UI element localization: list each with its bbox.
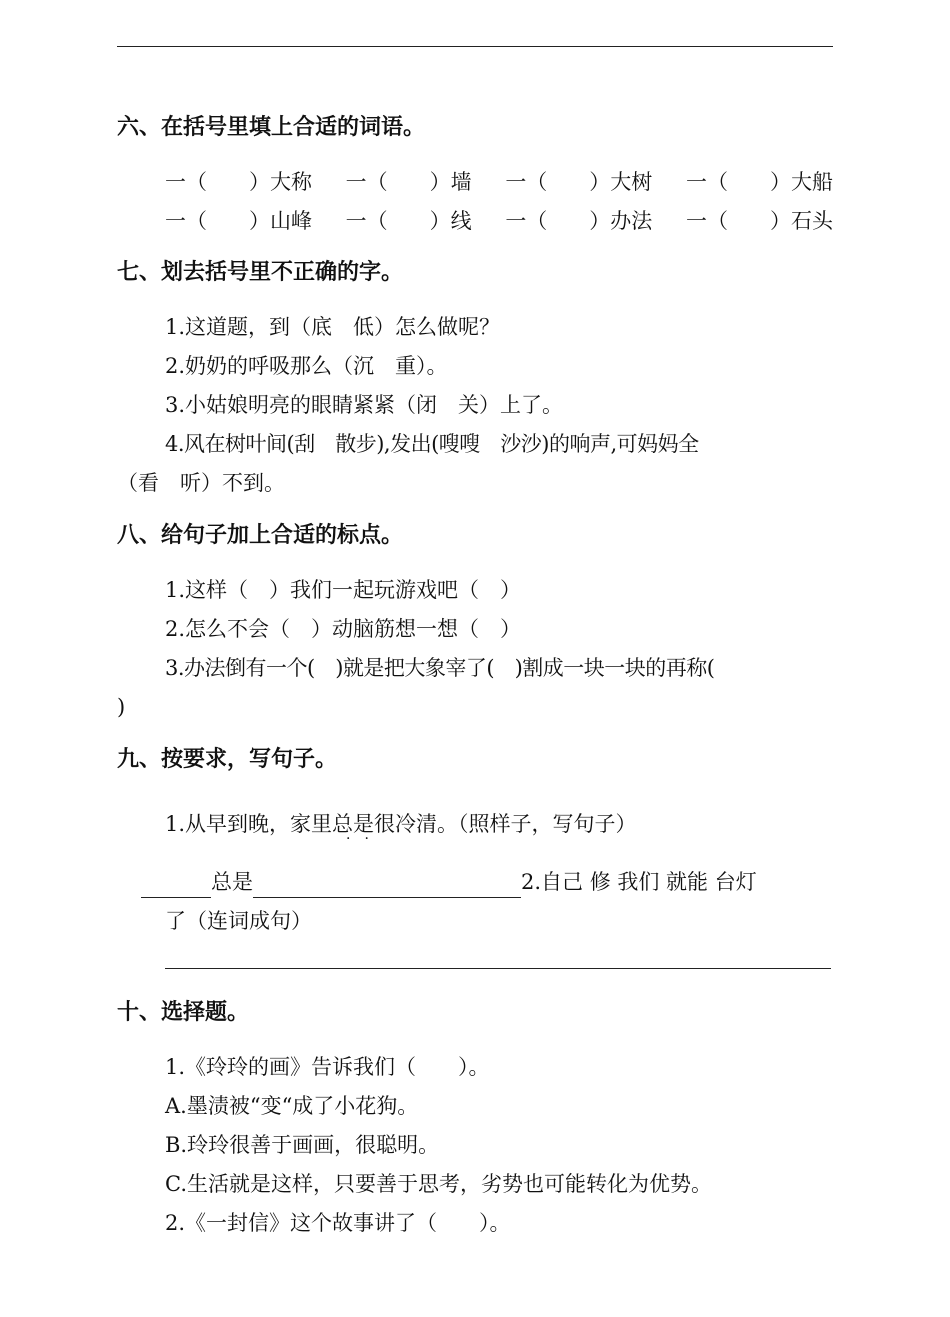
- option-a: A.墨渍被“变“成了小花狗。: [165, 1094, 419, 1118]
- fill-item: 一（ ）办法: [505, 209, 653, 233]
- question-7-4: 4.风在树叶间(刮 散步),发出(嗖嗖 沙沙)的响声,可妈妈全: [165, 432, 699, 456]
- question-9-1: [165, 808, 637, 847]
- option-b: B.玲玲很善于画画，很聪明。: [165, 1133, 440, 1157]
- fill-item: 一（ ）大船: [685, 170, 833, 194]
- question-7-1: 1.这道题，到（底 低）怎么做呢？: [165, 315, 501, 339]
- emphasis-word: [332, 808, 383, 847]
- question-9-2-cont: 了（连词成句）: [165, 909, 312, 933]
- section-8-title: 八、给句子加上合适的标点。: [117, 523, 404, 548]
- question-7-3: 3.小姑娘明亮的眼睛紧紧（闭 关）上了。: [165, 393, 564, 417]
- answer-line-9-2[interactable]: [165, 968, 831, 969]
- answer-blank[interactable]: [253, 873, 521, 898]
- fill-item: 一（ ）石头: [685, 209, 833, 233]
- fill-item: 一（ ）大称: [165, 170, 312, 194]
- question-7-2: 2.奶奶的呼吸那么（沉 重）。: [165, 354, 448, 378]
- fill-item: 一（ ）山峰: [165, 209, 312, 233]
- section-6-title: 六、在括号里填上合适的词语。: [117, 115, 426, 140]
- question-9-1-text: 1.从早到晚，家里: [165, 812, 333, 836]
- question-7-4-cont: （看 听）不到。: [117, 471, 285, 495]
- section-9-title: 九、按要求，写句子。: [117, 747, 338, 772]
- option-c: C.生活就是这样，只要善于思考，劣势也可能转化为优势。: [165, 1172, 712, 1196]
- question-10-1: 1.《玲玲的画》告诉我们（ ）。: [165, 1055, 490, 1079]
- question-9-2: 2.自己 修 我们 就能 台灯: [521, 870, 757, 894]
- section-10-title: 十、选择题。: [117, 1000, 250, 1025]
- answer-line-9-1: [141, 866, 757, 898]
- fill-row-1: [165, 166, 833, 198]
- fill-item: 一（ ）大树: [505, 170, 653, 194]
- fill-item: 一（ ）墙: [345, 170, 472, 194]
- fill-row-2: [165, 205, 833, 237]
- section-7-title: 七、划去括号里不正确的字。: [117, 260, 404, 285]
- question-8-3-cont: ): [117, 695, 126, 719]
- question-8-2: 2.怎么不会（ ）动脑筋想一想（ ）: [165, 617, 522, 641]
- fill-item: 一（ ）线: [345, 209, 472, 233]
- question-8-1: 1.这样（ ）我们一起玩游戏吧（ ）: [165, 578, 522, 602]
- question-8-3: 3.办法倒有一个( )就是把大象宰了( )割成一块一块的再称(: [165, 656, 715, 680]
- emphasis-dots: ··: [346, 831, 383, 847]
- blank-word: 总是: [211, 870, 253, 894]
- question-10-2: 2.《一封信》这个故事讲了（ ）。: [165, 1211, 511, 1235]
- question-9-1-instruction: 很冷清。（照样子，写句子）: [374, 812, 637, 836]
- emphasis-text: 总是: [332, 812, 375, 836]
- answer-blank[interactable]: [141, 873, 211, 898]
- header-rule: [117, 46, 833, 47]
